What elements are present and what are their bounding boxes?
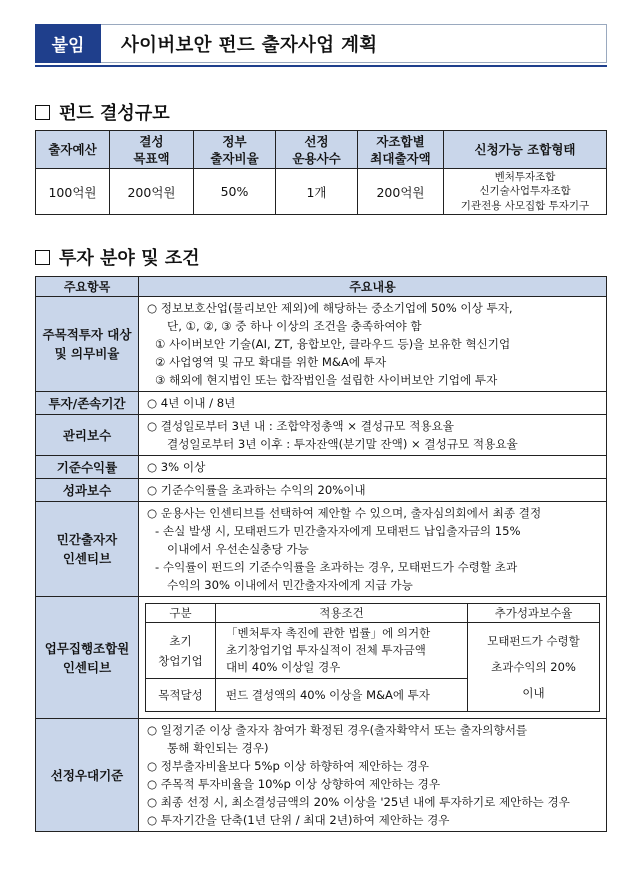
row-label: 투자/존속기간 — [36, 392, 139, 415]
col-header: 주요항목 — [36, 277, 139, 297]
square-bullet-icon — [35, 105, 50, 120]
col-header: 주요내용 — [139, 277, 607, 297]
section-title: 펀드 결성규모 — [59, 103, 170, 124]
row-label: 성과보수 — [36, 479, 139, 502]
table-row — [36, 719, 607, 832]
col-header: 적용조건 — [216, 604, 468, 623]
table-header-row — [36, 131, 607, 169]
page-title: 사이버보안 펀드 출자사업 계획 — [121, 34, 378, 56]
row-content — [139, 597, 607, 719]
max-cell: 200억원 — [358, 169, 444, 215]
row-content: ○ 일정기준 이상 출자자 참여가 확정된 경우(출자확약서 또는 출자의향서를 통해 확인되는 경우) ○ 정부출자비율보다 5%p 이상 하향하여 제안하는 경우 ○ 주목적 투자비율을 10%p 이상 상향하여 제안하는 경우 ○ 최종 선정 시, 최소결성금액의 20% 이상을 '25년 내에 투자하기로 제안하는 경우 ○ 투자기간을 단축(1년 단위 / 최대 2년)하여 제안하는 경우 — [139, 719, 607, 832]
table-row — [36, 479, 607, 502]
col-header: 출자예산 — [36, 131, 110, 169]
row-content: ○ 결성일로부터 3년 내 : 조합약정총액 × 결성규모 적용요율 결성일로부터 3년 이후 : 투자잔액(분기말 잔액) × 결성규모 적용요율 — [139, 415, 607, 456]
inner-header-row — [146, 604, 600, 623]
row-label: 민간출자자 인센티브 — [36, 502, 139, 597]
row-label: 기준수익률 — [36, 456, 139, 479]
table-row — [36, 456, 607, 479]
gp-incentive-table — [145, 603, 600, 712]
ratio-cell: 50% — [194, 169, 276, 215]
table-row — [36, 597, 607, 719]
table-row — [36, 297, 607, 392]
table-row — [36, 502, 607, 597]
section-title: 투자 분야 및 조건 — [59, 248, 200, 269]
fund-size-table — [35, 130, 607, 215]
row-label: 선정우대기준 — [36, 719, 139, 832]
row-content: ○ 운용사는 인센티브를 선택하여 제안할 수 있으며, 출자심의회에서 최종 결정 - 손실 발생 시, 모태펀드가 민간출자자에게 모태펀드 납입출자금의 15% 이내에서 우선손실충당 가능 - 수익률이 펀드의 기준수익률을 초과하는 경우, 모태펀드가 수령할 초과 수익의 30% 이내에서 민간출자자에게 지급 가능 — [139, 502, 607, 597]
condition-cell: 펀드 결성액의 40% 이상을 M&A에 투자 — [216, 679, 468, 712]
header-banner — [35, 24, 607, 63]
attachment-tag: 붙임 — [35, 24, 101, 63]
section-fund-size — [35, 99, 170, 125]
table-row — [36, 415, 607, 456]
row-content: ○ 기준수익률을 초과하는 수익의 20%이내 — [139, 479, 607, 502]
types-cell: 벤처투자조합 신기술사업투자조합 기관전용 사모집합 투자기구 — [444, 169, 607, 215]
section-investment-conditions — [35, 244, 200, 270]
budget-cell: 100억원 — [36, 169, 110, 215]
row-label: 주목적투자 대상 및 의무비율 — [36, 297, 139, 392]
row-content: ○ 정보보호산업(물리보안 제외)에 해당하는 중소기업에 50% 이상 투자, 단, ①, ②, ③ 중 하나 이상의 조건을 충족하여야 함 ① 사이버보안 기술(AI, ZT, 융합보안, 클라우드 등)을 보유한 혁신기업 ② 사업영역 및 규모 확대를 위한 M&A에 투자 ③ 해외에 현지법인 또는 합작법인을 설립한 사이버보안 기업에 투자 — [139, 297, 607, 392]
reward-cell: 모태펀드가 수령할 초과수익의 20% 이내 — [468, 623, 600, 712]
col-header: 구분 — [146, 604, 216, 623]
condition-cell: 「벤처투자 촉진에 관한 법률」에 의거한 초기창업기업 투자실적이 전체 투자금액 대비 40% 이상일 경우 — [216, 623, 468, 679]
col-header: 추가성과보수율 — [468, 604, 600, 623]
table-row — [36, 169, 607, 215]
target-cell: 200억원 — [110, 169, 194, 215]
square-bullet-icon — [35, 250, 50, 265]
conditions-table — [35, 276, 607, 832]
header-underline — [35, 65, 607, 67]
inner-row — [146, 623, 600, 679]
col-header: 정부 출자비율 — [194, 131, 276, 169]
row-content: ○ 3% 이상 — [139, 456, 607, 479]
col-header: 선정 운용사수 — [276, 131, 358, 169]
type-cell: 초기 창업기업 — [146, 623, 216, 679]
row-label: 업무집행조합원 인센티브 — [36, 597, 139, 719]
row-content: ○ 4년 이내 / 8년 — [139, 392, 607, 415]
col-header: 신청가능 조합형태 — [444, 131, 607, 169]
row-label: 관리보수 — [36, 415, 139, 456]
type-cell: 목적달성 — [146, 679, 216, 712]
count-cell: 1개 — [276, 169, 358, 215]
table-row — [36, 392, 607, 415]
col-header: 자조합별 최대출자액 — [358, 131, 444, 169]
col-header: 결성 목표액 — [110, 131, 194, 169]
table-header-row — [36, 277, 607, 297]
